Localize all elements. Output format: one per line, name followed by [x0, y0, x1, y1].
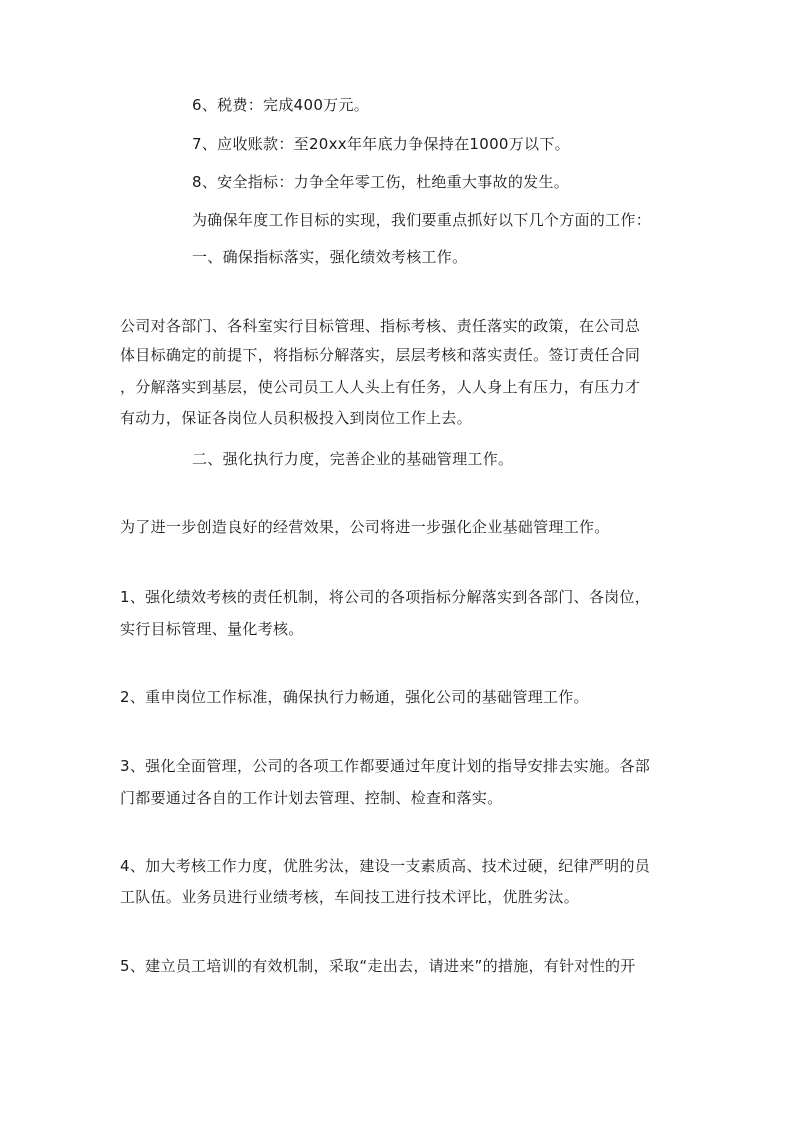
section-1-body-line: 体目标确定的前提下，将指标分解落实，层层考核和落实责任。签订责任合同: [120, 346, 641, 364]
section-1-body-line: ，分解落实到基层，使公司员工人人头上有任务，人人身上有压力，有压力才: [120, 378, 641, 396]
list-item-5-line: 5、建立员工培训的有效机制，采取“走出去，请进来”的措施，有针对性的开: [120, 957, 636, 975]
list-item-3-line: 门都要通过各自的工作计划去管理、控制、检查和落实。: [120, 789, 503, 807]
item-7-receivables: 7、应收账款：至20xx年年底力争保持在1000万以下。: [192, 135, 570, 153]
list-item-1-line: 1、强化绩效考核的责任机制，将公司的各项指标分解落实到各部门、各岗位，: [120, 588, 651, 606]
section-2-heading: 二、强化执行力度，完善企业的基础管理工作。: [192, 450, 514, 468]
section-2-intro: 为了进一步创造良好的经营效果，公司将进一步强化企业基础管理工作。: [120, 518, 610, 536]
section-1-heading: 一、确保指标落实，强化绩效考核工作。: [192, 248, 468, 266]
list-item-2-line: 2、重申岗位工作标准，确保执行力畅通，强化公司的基础管理工作。: [120, 688, 589, 706]
list-item-4-line: 4、加大考核工作力度，优胜劣汰，建设一支素质高、技术过硬，纪律严明的员: [120, 857, 651, 875]
goals-intro: 为确保年度工作目标的实现，我们要重点抓好以下几个方面的工作：: [192, 211, 652, 229]
section-1-body-line: 公司对各部门、各科室实行目标管理、指标考核、责任落实的政策，在公司总: [120, 317, 641, 335]
list-item-4-line: 工队伍。业务员进行业绩考核，车间技工进行技术评比，优胜劣汰。: [120, 888, 580, 906]
item-6-tax: 6、税费：完成400万元。: [192, 96, 370, 114]
section-1-body-line: 有动力，保证各岗位人员积极投入到岗位工作上去。: [120, 409, 472, 427]
list-item-3-line: 3、强化全面管理，公司的各项工作都要通过年度计划的指导安排去实施。各部: [120, 757, 651, 775]
list-item-1-line: 实行目标管理、量化考核。: [120, 620, 304, 638]
item-8-safety: 8、安全指标：力争全年零工伤，杜绝重大事故的发生。: [192, 173, 570, 191]
